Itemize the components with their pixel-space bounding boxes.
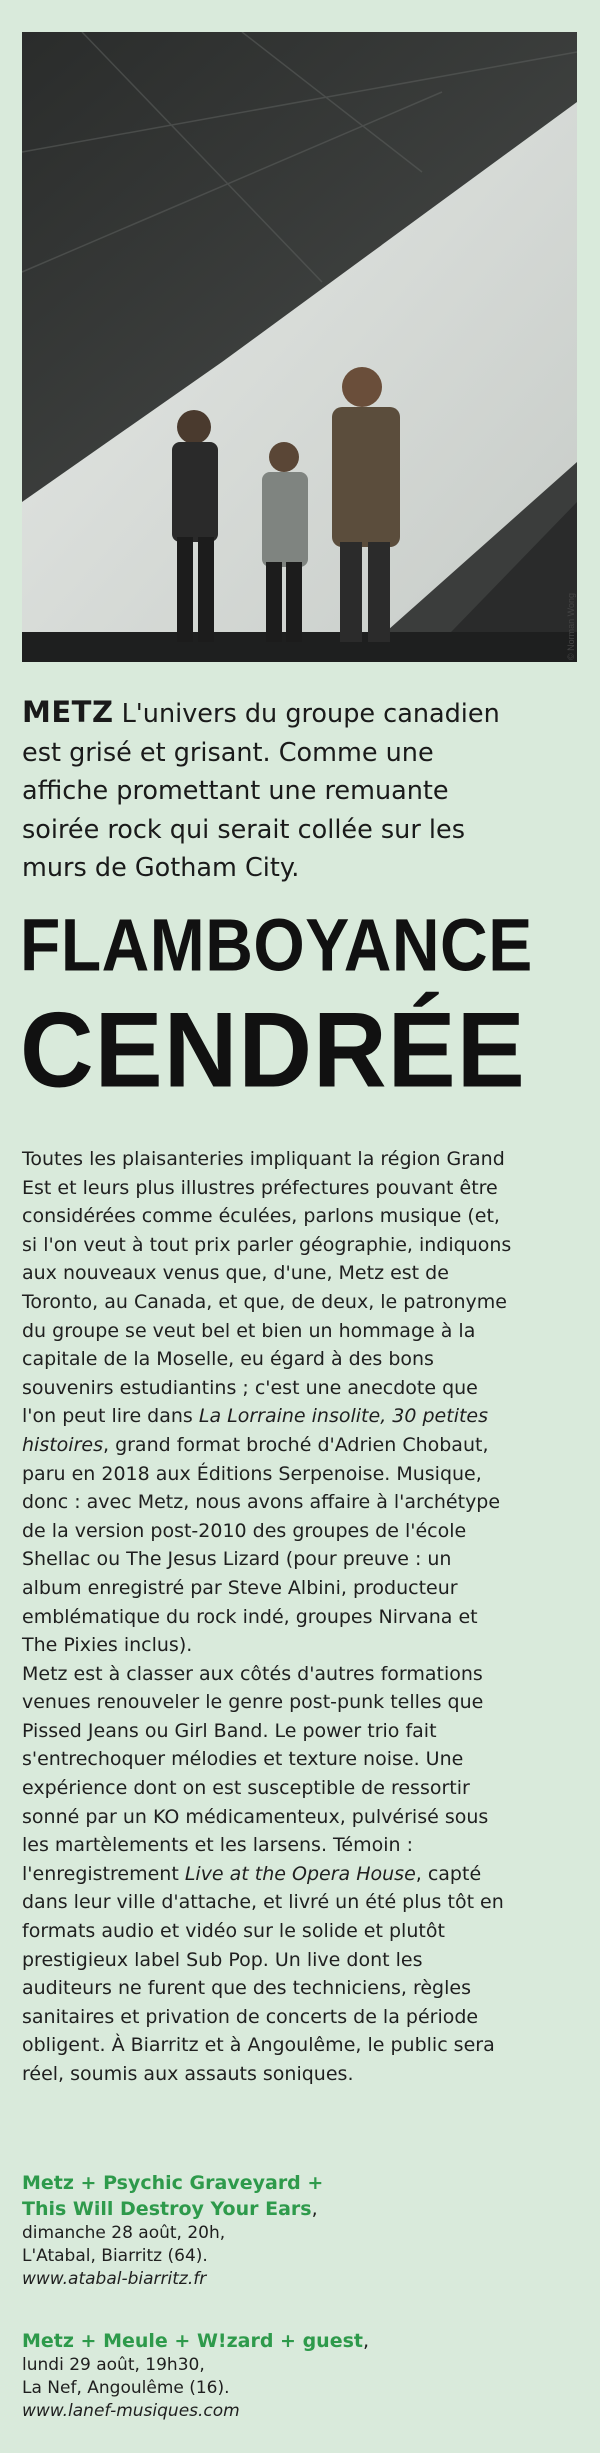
article-text: Toutes les plaisanteries impliquant la région Grand Est et leurs plus illustres préfectures pouvant être considérées comme éculées, parlons musique (et, si l'on veut à tout prix parler géographie, indiquons aux nouveaux venus que, d'une, Metz est de Toronto, au Canada, et que, de deux, le patronyme du groupe se veut bel et bien un hommage à la capitale de la Moselle, eu égard à des bons souvenirs estudiantins ; c'est une anecdote que l'on peut lire dans <box>22 1148 512 1428</box>
article-paragraph-1 <box>22 1145 512 1660</box>
event-venue: L'Atabal, Biarritz (64). <box>22 2246 208 2266</box>
event-title-text: Metz + Meule + W!zard + guest <box>22 2330 363 2352</box>
event-title-line-2 <box>22 2196 422 2222</box>
lede <box>22 693 522 888</box>
event-listing-biarritz <box>22 2170 422 2291</box>
article-body <box>22 1145 512 2089</box>
event-url-link[interactable]: www.lanef-musiques.com <box>22 2401 240 2421</box>
event-date: lundi 29 août, 19h30, <box>22 2355 205 2375</box>
event-venue: La Nef, Angoulême (16). <box>22 2378 230 2398</box>
article-text: , capté dans leur ville d'attache, et livré un été plus tôt en formats audio et vidéo sur le solide et plutôt prestigieux label Sub Pop. Un live dont les auditeurs ne furent que des techniciens, règles sanitaires et privation de concerts de la période obligent. À Biarritz et à Angoulême, le public sera réel, soumis aux assauts soniques. <box>22 1862 504 2085</box>
photo-credit: © Norman Wong <box>566 593 576 660</box>
headline-line-1: FLAMBOYANCE <box>20 903 533 987</box>
event-listing-angouleme <box>22 2328 422 2423</box>
event-title-line-1: Metz + Psychic Graveyard + <box>22 2172 324 2194</box>
article-text: , grand format broché d'Adrien Chobaut, paru en 2018 aux Éditions Serpenoise. Musique, donc : avec Metz, nous avons affaire à l'archétype de la version post-2010 des groupes de l'école Shellac ou The Jesus Lizard (pour preuve : un album enregistré par Steve Albini, producteur emblématique du rock indé, groupes Nirvana et The Pixies inclus). <box>22 1433 501 1657</box>
event-date: dimanche 28 août, 20h, <box>22 2223 226 2243</box>
article-paragraph-2 <box>22 1660 512 2089</box>
album-title: Live at the Opera House <box>184 1862 416 1885</box>
band-photo <box>22 32 577 662</box>
event-title-text: This Will Destroy Your Ears <box>22 2198 312 2220</box>
event-title-suffix: , <box>362 2330 370 2352</box>
book-title: La Lorraine insolite, 30 petites histoires <box>22 1405 489 1456</box>
event-title-line-1 <box>22 2328 422 2354</box>
event-url-link[interactable]: www.atabal-biarritz.fr <box>22 2269 207 2289</box>
event-title-suffix: , <box>311 2198 318 2220</box>
article-text: Metz est à classer aux côtés d'autres formations venues renouveler le genre post-punk telles que Pissed Jeans ou Girl Band. Le power trio fait s'entrechoquer mélodies et texture noise. Une expérience dont on est susceptible de ressortir sonné par un KO médicamenteux, pulvérisé sous les martèlements et les larsens. Témoin : l'enregistrement <box>22 1662 489 1885</box>
headline <box>20 903 580 1110</box>
headline-line-2: CENDRÉE <box>20 989 526 1110</box>
lede-text: L'univers du groupe canadien est grisé et grisant. Comme une affiche promettant une remuante soirée rock qui serait collée sur les murs de Gotham City. <box>22 699 500 883</box>
lede-band-name: METZ <box>22 695 114 729</box>
